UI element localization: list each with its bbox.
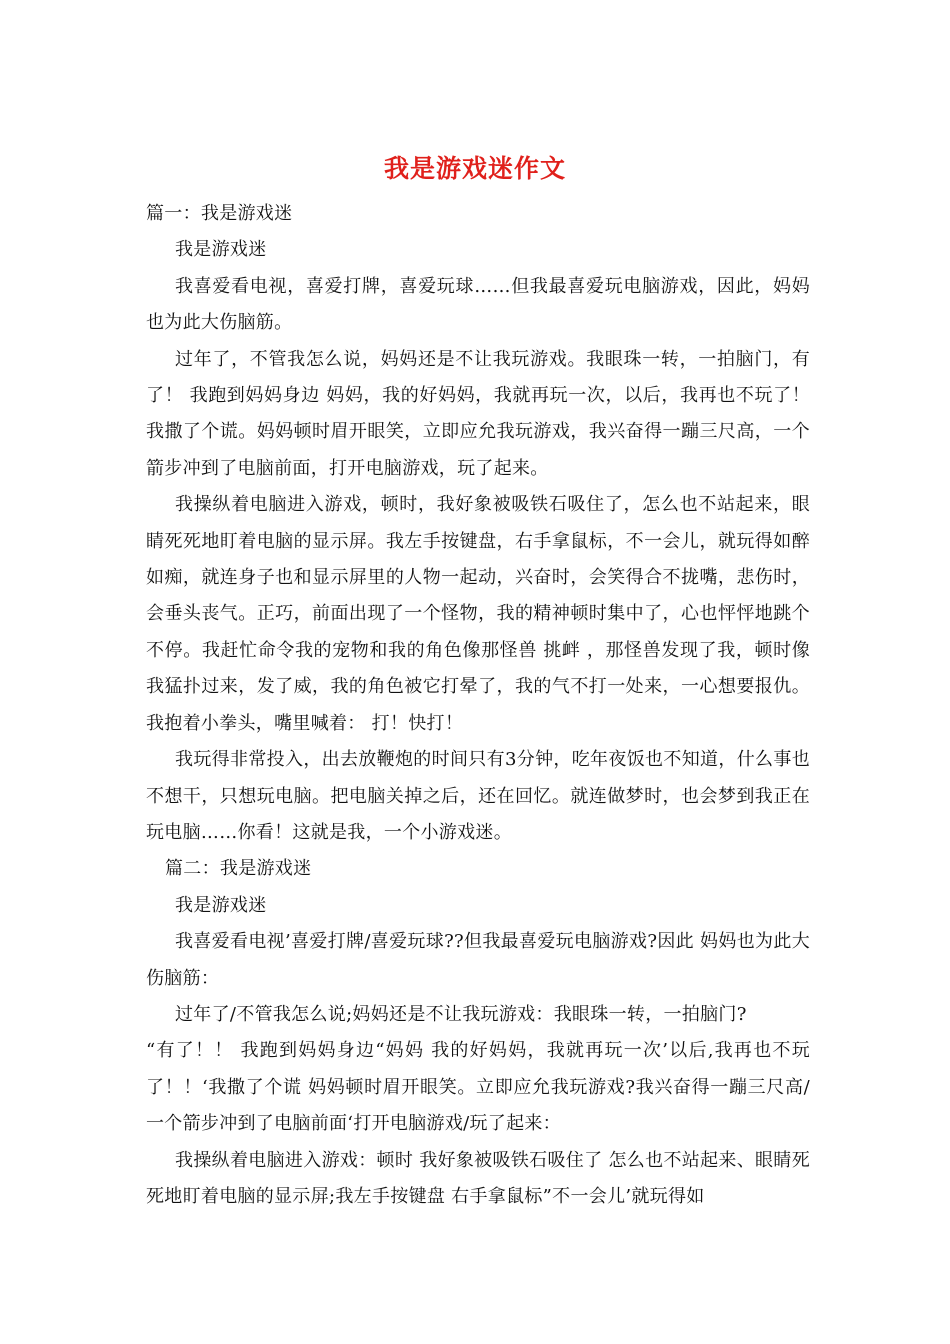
paragraph: 我喜爱看电视’喜爱打牌/喜爱玩球??但我最喜爱玩电脑游戏?因此 妈妈也为此大伤脑筋： bbox=[146, 931, 810, 989]
subheading-two: 我是游戏迷 bbox=[175, 894, 267, 916]
paragraph: “有了！！ 我跑到妈妈身边“妈妈 我的好妈妈，我就再玩一次’以后,我再也不玩了！！‘我撒了个谎 妈妈顿时眉开眼笑。立即应允我玩游戏?我兴奋得一蹦三尺高/一个箭步冲到了电脑前面‘打开电脑游戏/玩了起来： bbox=[146, 1040, 810, 1135]
document-body bbox=[146, 196, 810, 1215]
paragraph: 我操纵着电脑进入游戏：顿时 我好象被吸铁石吸住了 怎么也不站起来、眼睛死死地盯着电脑的显示屏;我左手按键盘 右手拿鼠标”不一会儿’就玩得如 bbox=[146, 1149, 810, 1207]
section-heading-one: 篇一：我是游戏迷 bbox=[146, 203, 293, 224]
paragraph: 我玩得非常投入，出去放鞭炮的时间只有3分钟，吃年夜饭也不知道，什么事也不想干，只想玩电脑。把电脑关掉之后，还在回忆。就连做梦时，也会梦到我正在玩电脑……你看！这就是我，一个小游戏迷。 bbox=[146, 749, 810, 843]
paragraph: 我操纵着电脑进入游戏，顿时，我好象被吸铁石吸住了，怎么也不站起来，眼睛死死地盯着电脑的显示屏。我左手按键盘，右手拿鼠标，不一会儿，就玩得如醉如痴，就连身子也和显示屏里的人物一起动，兴奋时，会笑得合不拢嘴，悲伤时，会垂头丧气。正巧，前面出现了一个怪物，我的精神顿时集中了，心也怦怦地跳个不停。我赶忙命令我的宠物和我的角色像那怪兽 挑衅 ，那怪兽发现了我，顿时像我猛扑过来，发了威，我的角色被它打晕了，我的气不打一处来，一心想要报仇。我抱着小拳头，嘴里喊着： 打！快打！ bbox=[146, 494, 810, 734]
subheading-one: 我是游戏迷 bbox=[175, 239, 267, 261]
document-title: 我是游戏迷作文 bbox=[383, 154, 566, 183]
paragraph: 我喜爱看电视，喜爱打牌，喜爱玩球……但我最喜爱玩电脑游戏，因此，妈妈也为此大伤脑筋。 bbox=[146, 275, 810, 334]
paragraph: 过年了/不管我怎么说;妈妈还是不让我玩游戏：我眼珠一转，一拍脑门? bbox=[175, 1003, 747, 1025]
section-heading-two: 篇二：我是游戏迷 bbox=[165, 858, 312, 880]
paragraph: 过年了，不管我怎么说，妈妈还是不让我玩游戏。我眼珠一转，一拍脑门，有了！ 我跑到妈妈身边 妈妈，我的好妈妈，我就再玩一次，以后，我再也不玩了！ 我撒了个谎。妈妈顿时眉开眼笑，立即应允我玩游戏，我兴奋得一蹦三尺高，一个箭步冲到了电脑前面，打开电脑游戏，玩了起来。 bbox=[146, 348, 810, 479]
